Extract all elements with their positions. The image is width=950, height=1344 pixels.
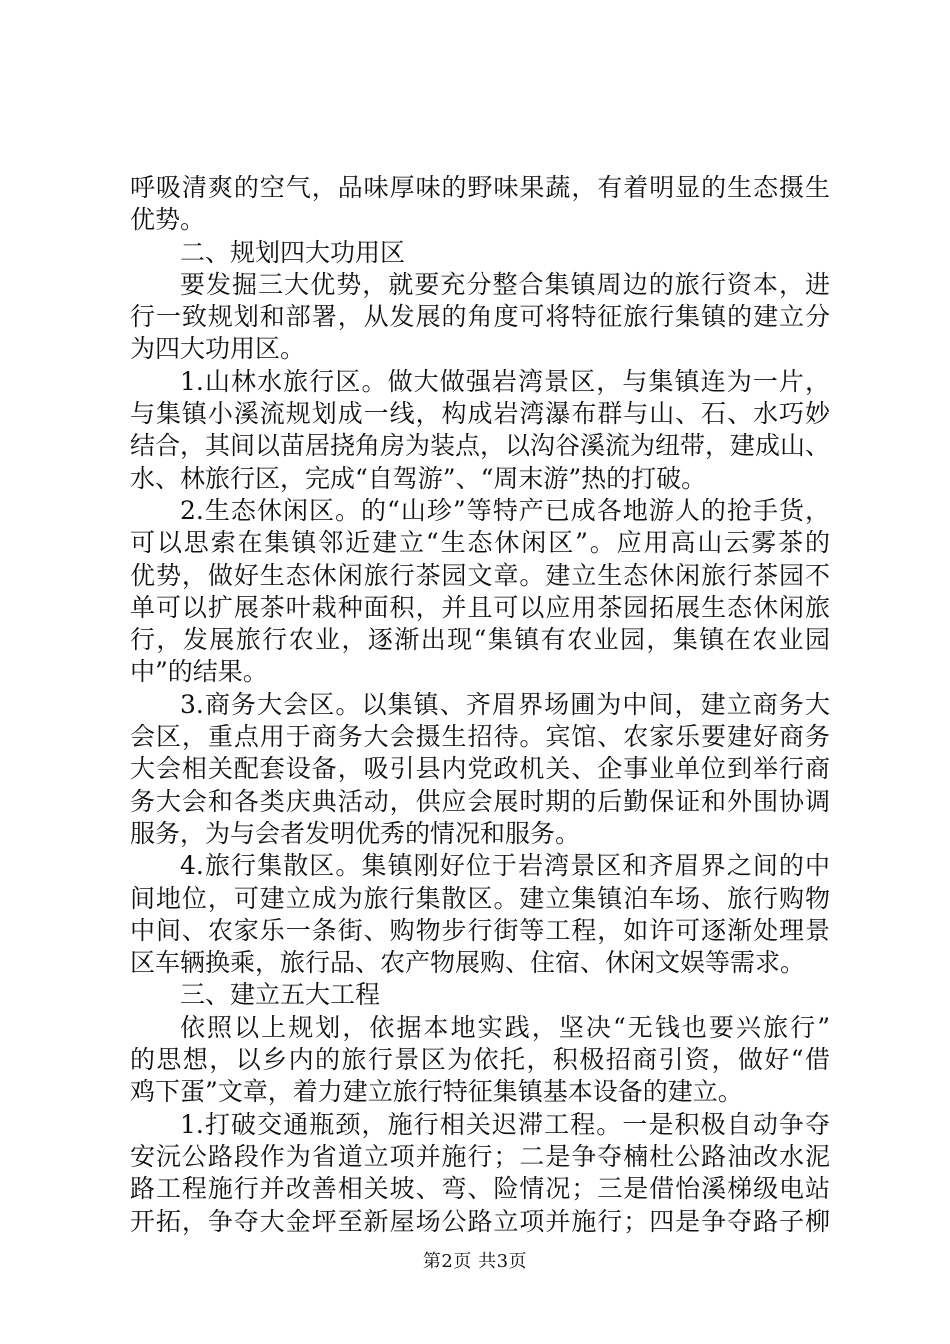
text-line: 大会相关配套设备，吸引县内党政机关、企事业单位到举行商 — [130, 754, 830, 784]
text-line: 路工程施行并改善相关坡、弯、险情况；三是借怡溪梯级电站 — [130, 1174, 830, 1204]
text-line: 服务，为与会者发明优秀的情况和服务。 — [130, 818, 581, 848]
text-line: 行，发展旅行农业，逐渐出现“集镇有农业园，集镇在农业园 — [130, 625, 830, 655]
text-line: 开拓，争夺大金坪至新屋场公路立项并施行；四是争夺路子柳 — [130, 1206, 830, 1236]
text-line: 1.山林水旅行区。做大做强岩湾景区，与集镇连为一片， — [180, 366, 830, 396]
text-line: 行一致规划和部署，从发展的角度可将特征旅行集镇的建立分 — [130, 302, 830, 332]
text-line: 水、林旅行区，完成“自驾游”、“周末游”热的打破。 — [130, 463, 707, 493]
text-line: 间地位，可建立成为旅行集散区。建立集镇泊车场、旅行购物 — [130, 883, 830, 913]
text-line: 安沅公路段作为省道立项并施行；二是争夺楠杜公路油改水泥 — [130, 1141, 830, 1171]
section-heading: 二、规划四大功用区 — [180, 237, 406, 267]
section-heading: 三、建立五大工程 — [180, 980, 381, 1010]
text-line: 中间、农家乐一条街、购物步行街等工程，如许可逐渐处理景 — [130, 915, 830, 945]
text-line: 要发掘三大优势，就要充分整合集镇周边的旅行资本，进 — [180, 269, 830, 299]
document-body — [130, 172, 830, 1238]
text-line: 结合，其间以苗居挠角房为装点，以沟谷溪流为纽带，建成山、 — [130, 431, 830, 461]
page-number-label: 第2页 共3页 — [422, 1251, 528, 1272]
text-line: 优势。 — [130, 205, 206, 235]
text-line: 的思想，以乡内的旅行景区为依托，积极招商引资，做好“借 — [130, 1045, 830, 1075]
text-line: 为四大功用区。 — [130, 334, 306, 364]
text-line: 中”的结果。 — [130, 657, 268, 687]
page-footer — [0, 1250, 950, 1274]
text-line: 呼吸清爽的空气，品味厚味的野味果蔬，有着明显的生态摄生 — [130, 173, 830, 202]
text-line: 3.商务大会区。以集镇、齐眉界场圃为中间，建立商务大 — [180, 689, 830, 719]
text-line: 4.旅行集散区。集镇刚好位于岩湾景区和齐眉界之间的中 — [180, 851, 830, 881]
text-line: 务大会和各类庆典活动，供应会展时期的后勤保证和外围协调 — [130, 786, 830, 816]
text-line: 会区，重点用于商务大会摄生招待。宾馆、农家乐要建好商务 — [130, 722, 830, 752]
text-line: 1.打破交通瓶颈，施行相关迟滞工程。一是积极自动争夺 — [180, 1109, 830, 1139]
text-line: 依照以上规划，依据本地实践，坚决“无钱也要兴旅行” — [180, 1012, 830, 1042]
text-line: 鸡下蛋”文章，着力建立旅行特征集镇基本设备的建立。 — [130, 1077, 743, 1107]
text-line: 区车辆换乘，旅行品、农产物展购、住宿、休闲文娱等需求。 — [130, 948, 806, 978]
text-line: 与集镇小溪流规划成一线，构成岩湾瀑布群与山、石、水巧妙 — [130, 399, 830, 429]
text-line: 2.生态休闲区。的“山珍”等特产已成各地游人的抢手货， — [180, 495, 830, 525]
text-line: 可以思索在集镇邻近建立“生态休闲区”。应用高山云雾茶的 — [130, 528, 830, 558]
text-line: 优势，做好生态休闲旅行茶园文章。建立生态休闲旅行茶园不 — [130, 560, 830, 590]
text-line: 单可以扩展茶叶栽种面积，并且可以应用茶园拓展生态休闲旅 — [130, 592, 830, 622]
